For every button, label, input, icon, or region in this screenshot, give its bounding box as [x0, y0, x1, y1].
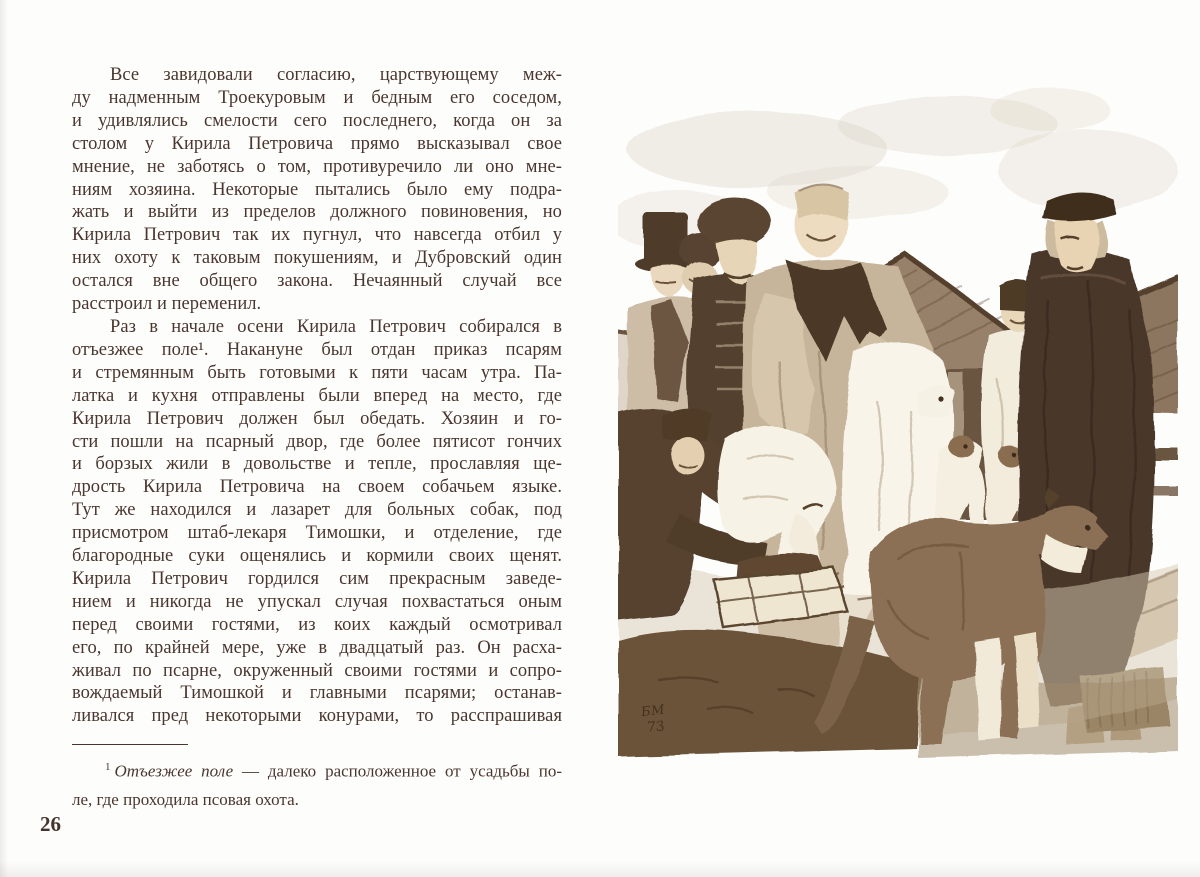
footnote-term: Отъезжее поле: [114, 761, 234, 781]
page-number: 26: [40, 812, 61, 836]
text-line: и стремянным быть готовыми к пяти часам утра. Па-: [72, 362, 562, 383]
page-left-edge-shading: [0, 0, 8, 877]
text-line: них охоту к таковым покушениям, и Дубровский один: [72, 248, 562, 269]
text-line: жать и выйти из пределов должного повиновения, но: [72, 202, 562, 223]
text-line: его, по крайней мере, уже в двадцатый раз. Он расха-: [72, 637, 562, 658]
text-line: нием и никогда не упускал случая похвастаться оным: [72, 591, 562, 612]
text-line: ливался пред некоторыми конурами, то расспрашивая: [72, 706, 562, 727]
text-line: расстроил и переменил.: [72, 294, 262, 315]
footnote: [72, 744, 562, 814]
footnote-text: — далеко расположенное от усадьбы по-: [233, 761, 563, 781]
text-line: благородные суки ощенялись и кормили своих щенят.: [72, 546, 562, 567]
text-line: Кирила Петрович должен был обедать. Хозяин и го-: [72, 408, 562, 429]
text-line: отъезжее поле¹. Накануне был отдан приказ псарям: [72, 339, 562, 360]
footnote-rule: [72, 744, 188, 745]
text-line: столом у Кирила Петровича прямо высказывал свое: [72, 133, 562, 154]
text-line: Кирила Петрович гордился сим прекрасным заведе-: [72, 568, 562, 589]
text-line: Все завидовали согласию, царствующему меж-: [110, 65, 562, 85]
text-line: перед своими гостями, из коих каждый осмотривал: [72, 614, 562, 635]
text-line: и удивлялись смелости сего последнего, когда он за: [72, 110, 562, 131]
text-line: присмотром штаб-лекаря Тимошки, и отделение, где: [72, 523, 562, 544]
text-line: и борзых жили в довольстве и тепле, прославляя ще-: [72, 454, 562, 475]
kennel-yard-illustration: [618, 80, 1178, 770]
text-line: Кирила Петрович так их пугнул, что навсегда отбил у: [72, 225, 562, 246]
illustration-container: [618, 80, 1178, 770]
signature-year: 73: [645, 717, 665, 735]
text-line: латка и кухня отправлены были вперед на место, где: [72, 385, 562, 406]
text-line: дрость Кирила Петровича на своем собачьем языке.: [72, 477, 562, 498]
text-line: Раз в начале осени Кирила Петрович собирался в: [110, 316, 562, 337]
footnote-marker: 1: [105, 761, 111, 773]
body-text-column: [72, 64, 562, 728]
text-line: Тут же находился и лазарет для больных собак, под: [72, 500, 562, 521]
text-line: вождаемый Тимошкой и главными псарями; останав-: [72, 683, 562, 704]
text-line: ниям хозяина. Некоторые пытались было ему подра-: [72, 179, 562, 200]
text-line: остался вне общего закона. Нечаянный случай все: [72, 271, 562, 292]
text-line: ду надменным Троекуровым и бедным его соседом,: [72, 87, 562, 108]
signature-initials: БМ: [639, 701, 665, 720]
footnote-line: ле, где проходила псовая охота.: [72, 789, 299, 809]
text-line: живал по псарне, окруженный своими гостями и сопро-: [72, 660, 562, 681]
footnote-line: [72, 753, 562, 786]
text-line: мнение, не заботясь о том, противуречило ли оно мне-: [72, 156, 562, 177]
page-bottom-shadow: [0, 861, 1200, 877]
text-line: сти пошли на псарный двор, где более пятисот гончих: [72, 431, 562, 452]
